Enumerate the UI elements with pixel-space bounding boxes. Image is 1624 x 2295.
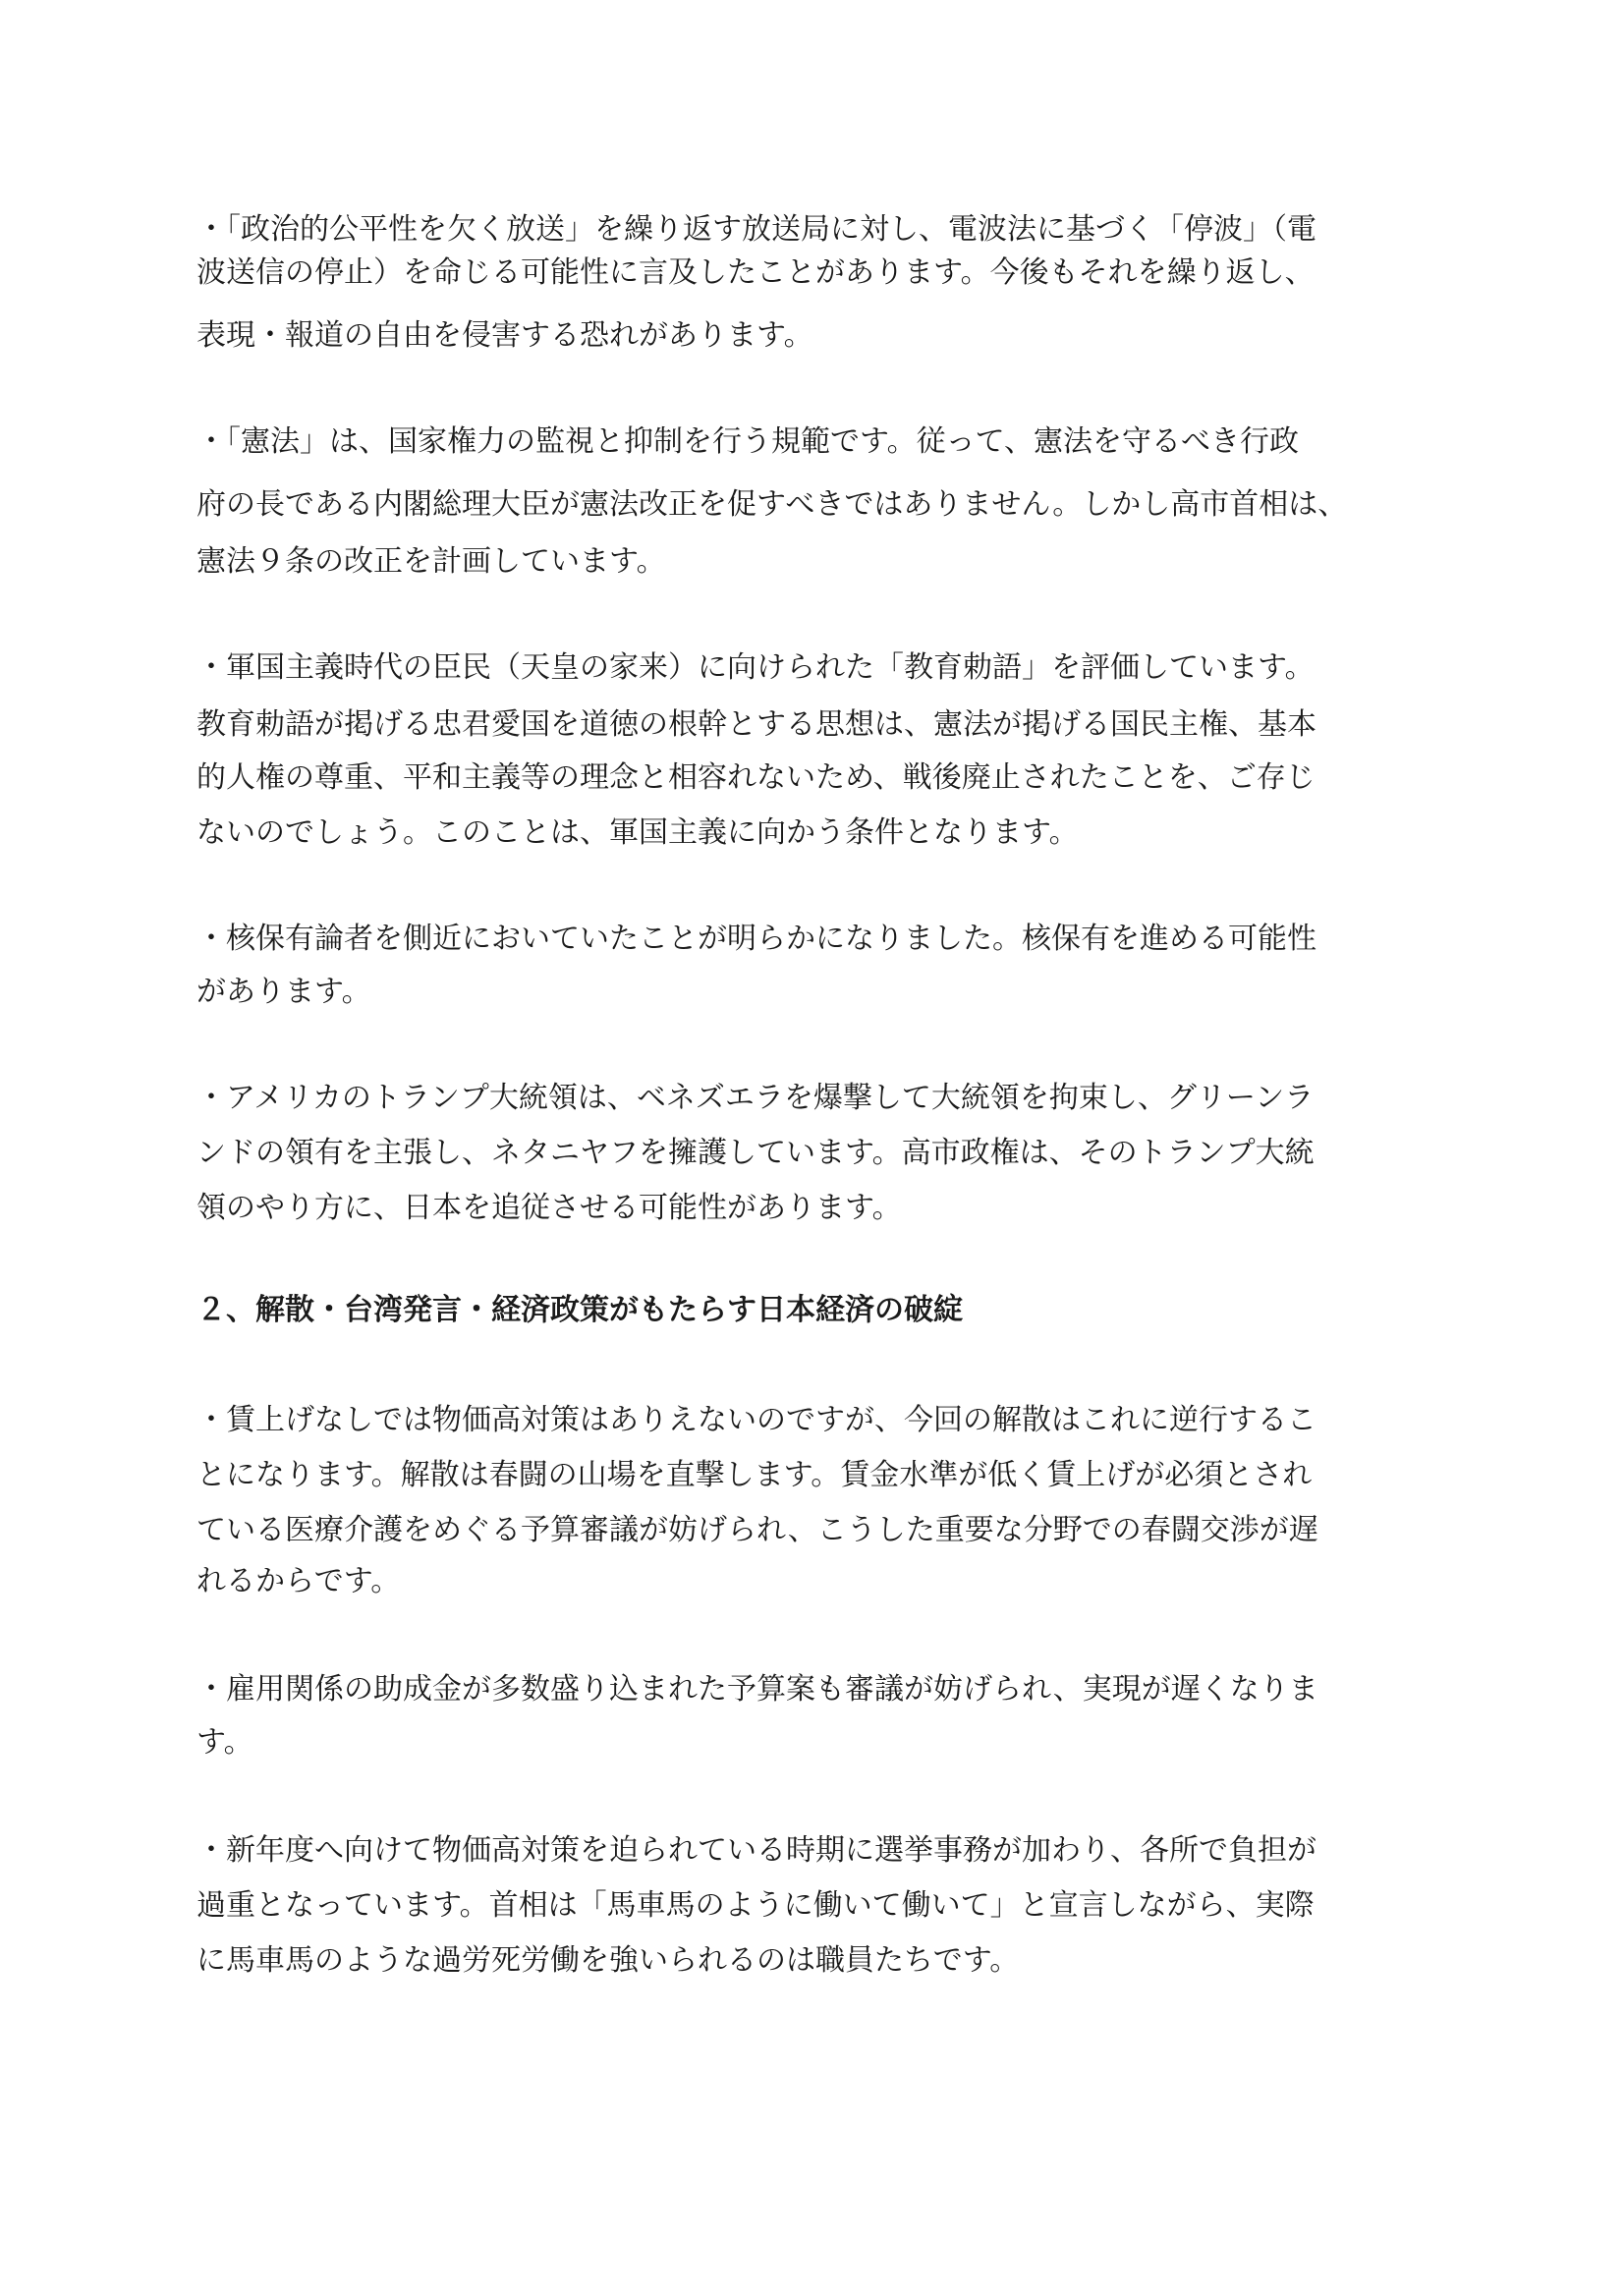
paragraph-line: ・雇用関係の助成金が多数盛り込まれた予算案も審議が妨げられ、実現が遅くなりま: [196, 1672, 1318, 1707]
paragraph-line: れるからです。: [196, 1564, 401, 1598]
paragraph-line: 憲法９条の改正を計画しています。: [196, 544, 666, 579]
paragraph-line: 的人権の尊重、平和主義等の理念と相容れないため、戦後廃止されたことを、ご存じ: [196, 760, 1316, 795]
paragraph-line: 領のやり方に、日本を追従させる可能性があります。: [196, 1191, 902, 1225]
paragraph-line: に馬車馬のような過労死労働を強いられるのは職員たちです。: [196, 1943, 1020, 1978]
section-heading: ２、解散・台湾発言・経済政策がもたらす日本経済の破綻: [196, 1293, 963, 1327]
paragraph-line: ないのでしょう。このことは、軍国主義に向かう条件となります。: [196, 815, 1079, 850]
paragraph-line: ・賃上げなしでは物価高対策はありえないのですが、今回の解散はこれに逆行するこ: [196, 1403, 1316, 1437]
paragraph-line: ンドの領有を主張し、ネタニヤフを擁護しています。高市政権は、そのトランプ大統: [196, 1136, 1315, 1170]
paragraph-line: 過重となっています。首相は「馬車馬のように働いて働いて」と宣言しながら、実際: [196, 1888, 1315, 1923]
paragraph-line: ・「政治的公平性を欠く放送」を繰り返す放送局に対し、電波法に基づく「停波」（電: [196, 212, 1316, 247]
paragraph-line: 表現・報道の自由を侵害する恐れがあります。: [196, 318, 813, 353]
paragraph-line: があります。: [196, 975, 371, 1009]
paragraph-line: とになります。解散は春闘の山場を直撃します。賃金水準が低く賃上げが必須とされ: [196, 1458, 1313, 1492]
paragraph-line: 波送信の停止）を命じる可能性に言及したことがあります。今後もそれを繰り返し、: [196, 255, 1315, 290]
paragraph-line: ・軍国主義時代の臣民（天皇の家来）に向けられた「教育勅語」を評価しています。: [196, 650, 1315, 685]
paragraph-line: す。: [196, 1725, 253, 1760]
paragraph-line: ・核保有論者を側近においていたことが明らかになりました。核保有を進める可能性: [196, 922, 1316, 956]
paragraph-line: ている医療介護をめぐる予算審議が妨げられ、こうした重要な分野での春闘交渉が遅: [196, 1513, 1318, 1547]
paragraph-line: 教育勅語が掲げる忠君愛国を道徳の根幹とする思想は、憲法が掲げる国民主権、基本: [196, 707, 1316, 742]
paragraph-line: ・アメリカのトランプ大統領は、ベネズエラを爆撃して大統領を拘束し、グリーンラ: [196, 1081, 1315, 1115]
paragraph-line: 府の長である内閣総理大臣が憲法改正を促すべきではありません。しかし高市首相は、: [196, 487, 1348, 522]
paragraph-line: ・「憲法」は、国家権力の監視と抑制を行う規範です。従って、憲法を守るべき行政: [196, 424, 1299, 459]
paragraph-line: ・新年度へ向けて物価高対策を迫られている時期に選挙事務が加わり、各所で負担が: [196, 1833, 1316, 1868]
